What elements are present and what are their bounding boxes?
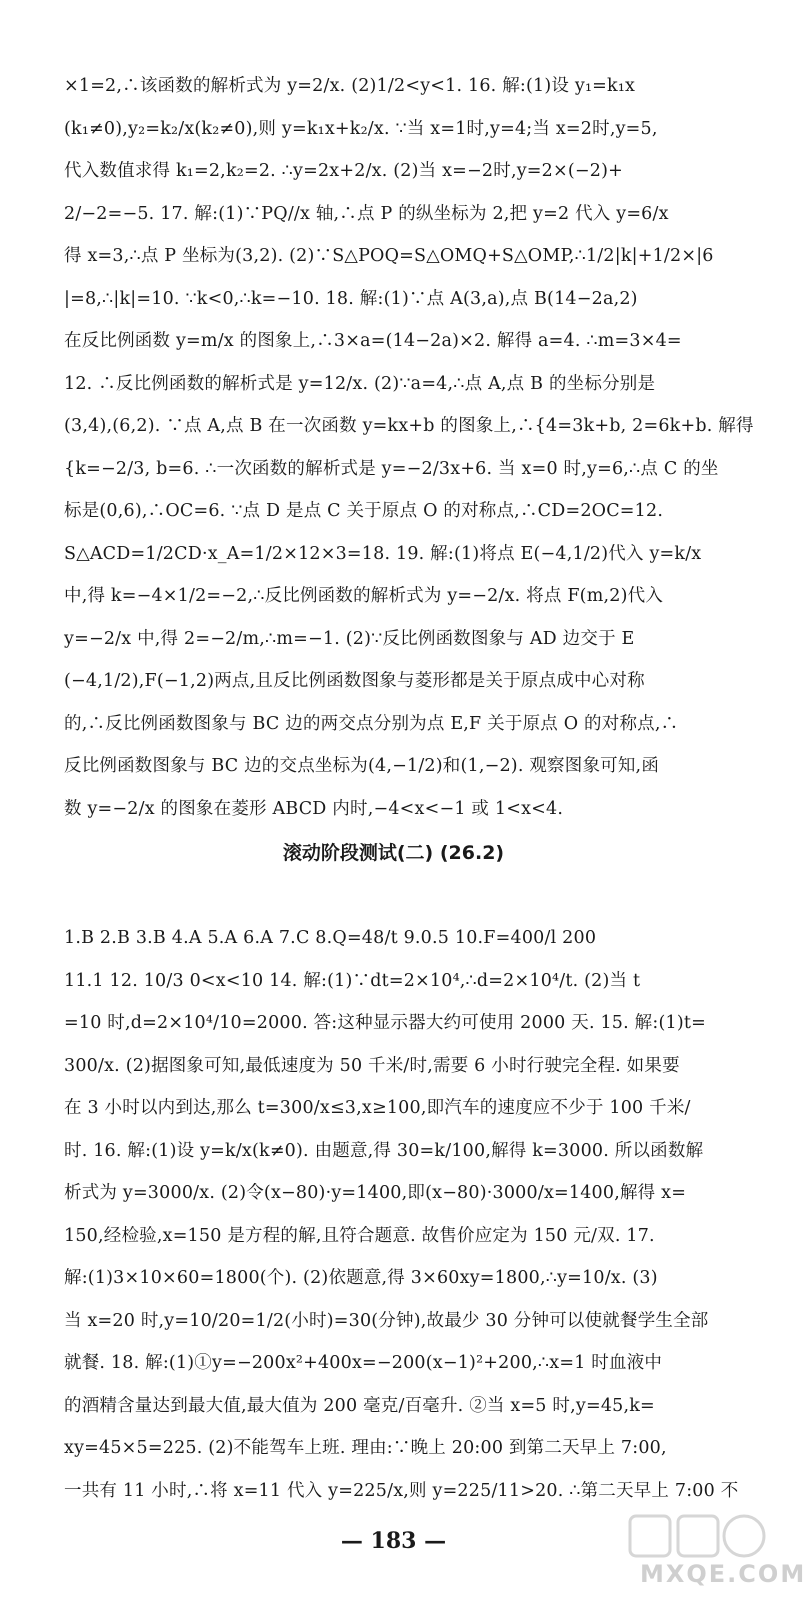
text-line: 300/x. (2)据图象可知,最低速度为 50 千米/时,需要 6 小时行驶完全程. 如果要 — [64, 1055, 680, 1076]
text-line: (k₁≠0),y₂=k₂/x(k₂≠0),则 y=k₁x+k₂/x. ∵当 x=1时,y=4;当 x=2时,y=5, — [64, 118, 658, 139]
text-line: 1.B 2.B 3.B 4.A 5.A 6.A 7.C 8.Q=48/t 9.0.5 10.F=400/l 200 — [64, 928, 597, 948]
text-line: 析式为 y=3000/x. (2)令(x−80)·y=1400,即(x−80)·3000/x=1400,解得 x= — [64, 1183, 687, 1203]
text-line: 的,∴反比例函数图象与 BC 边的两交点分别为点 E,F 关于原点 O 的对称点,∴ — [64, 713, 679, 734]
text-line: 150,经检验,x=150 是方程的解,且符合题意. 故售价应定为 150 元/双. 17. — [64, 1225, 655, 1246]
text-line: (−4,1/2),F(−1,2)两点,且反比例函数图象与菱形都是关于原点成中心对称 — [64, 671, 645, 691]
watermark-text: MXQE.COM — [640, 1560, 806, 1588]
text-line: 数 y=−2/x 的图象在菱形 ABCD 内时,−4<x<−1 或 1<x<4. — [64, 798, 564, 819]
section-heading: 滚动阶段测试(二) (26.2) — [282, 842, 505, 864]
text-line: y=−2/x 中,得 2=−2/m,∴m=−1. (2)∵反比例函数图象与 AD 边交于 E — [64, 628, 635, 649]
text-line: 标是(0,6),∴OC=6. ∵点 D 是点 C 关于原点 O 的对称点,∴CD=2OC=12. — [64, 501, 664, 521]
text-line: 在 3 小时以内到达,那么 t=300/x≤3,x≥100,即汽车的速度应不少于 100 千米/ — [64, 1098, 691, 1118]
text-line: 一共有 11 小时,∴将 x=11 代入 y=225/x,则 y=225/11>20. ∴第二天早上 7:00 不 — [64, 1480, 739, 1501]
text-line: 中,得 k=−4×1/2=−2,∴反比例函数的解析式为 y=−2/x. 将点 F(m,2)代入 — [64, 586, 664, 606]
text-line: (3,4),(6,2). ∵点 A,点 B 在一次函数 y=kx+b 的图象上,∴{4=3k+b, 2=6k+b. 解得 — [64, 416, 754, 436]
text-line: =10 时,d=2×10⁴/10=2000. 答:这种显示器大约可使用 2000 天. 15. 解:(1)t= — [64, 1013, 706, 1033]
text-line: 得 x=3,∴点 P 坐标为(3,2). (2)∵S△POQ=S△OMQ+S△OMP,∴1/2|k|+1/2×|6 — [64, 246, 714, 266]
text-line: |=8,∴|k|=10. ∵k<0,∴k=−10. 18. 解:(1)∵点 A(3,a),点 B(14−2a,2) — [64, 288, 638, 309]
text-line: 2/−2=−5. 17. 解:(1)∵PQ//x 轴,∴点 P 的纵坐标为 2,把 y=2 代入 y=6/x — [64, 203, 669, 224]
text-line: 代入数值求得 k₁=2,k₂=2. ∴y=2x+2/x. (2)当 x=−2时,y=2×(−2)+ — [64, 161, 623, 181]
text-line: 就餐. 18. 解:(1)①y=−200x²+400x=−200(x−1)²+200,∴x=1 时血液中 — [64, 1353, 663, 1373]
text-line: {k=−2/3, b=6. ∴一次函数的解析式是 y=−2/3x+6. 当 x=0 时,y=6,∴点 C 的坐 — [64, 458, 719, 479]
text-line: xy=45×5=225. (2)不能驾车上班. 理由:∵晚上 20:00 到第二天早上 7:00, — [64, 1438, 667, 1458]
text-line: 反比例函数图象与 BC 边的交点坐标为(4,−1/2)和(1,−2). 观察图象可知,函 — [64, 756, 660, 776]
text-line: 解:(1)3×10×60=1800(个). (2)依题意,得 3×60xy=1800,∴y=10/x. (3) — [64, 1268, 658, 1288]
page-number: — 183 — — [340, 1528, 447, 1554]
text-line: 11.1 12. 10/3 0<x<10 14. 解:(1)∵dt=2×10⁴,∴d=2×10⁴/t. (2)当 t — [64, 970, 641, 991]
text-line: 的酒精含量达到最大值,最大值为 200 毫克/百毫升. ②当 x=5 时,y=45,k= — [64, 1395, 655, 1416]
text-line: 在反比例函数 y=m/x 的图象上,∴3×a=(14−2a)×2. 解得 a=4. ∴m=3×4= — [64, 331, 682, 351]
text-line: ×1=2,∴该函数的解析式为 y=2/x. (2)1/2<y<1. 16. 解:(1)设 y₁=k₁x — [64, 76, 636, 96]
text-line: 12. ∴反比例函数的解析式是 y=12/x. (2)∵a=4,∴点 A,点 B 的坐标分别是 — [64, 373, 656, 394]
text-line: S△ACD=1/2CD·x_A=1/2×12×3=18. 19. 解:(1)将点 E(−4,1/2)代入 y=k/x — [64, 543, 702, 564]
text-line: 当 x=20 时,y=10/20=1/2(小时)=30(分钟),故最少 30 分钟可以使就餐学生全部 — [64, 1310, 709, 1331]
text-line: 时. 16. 解:(1)设 y=k/x(k≠0). 由题意,得 30=k/100,解得 k=3000. 所以函数解 — [64, 1140, 704, 1161]
